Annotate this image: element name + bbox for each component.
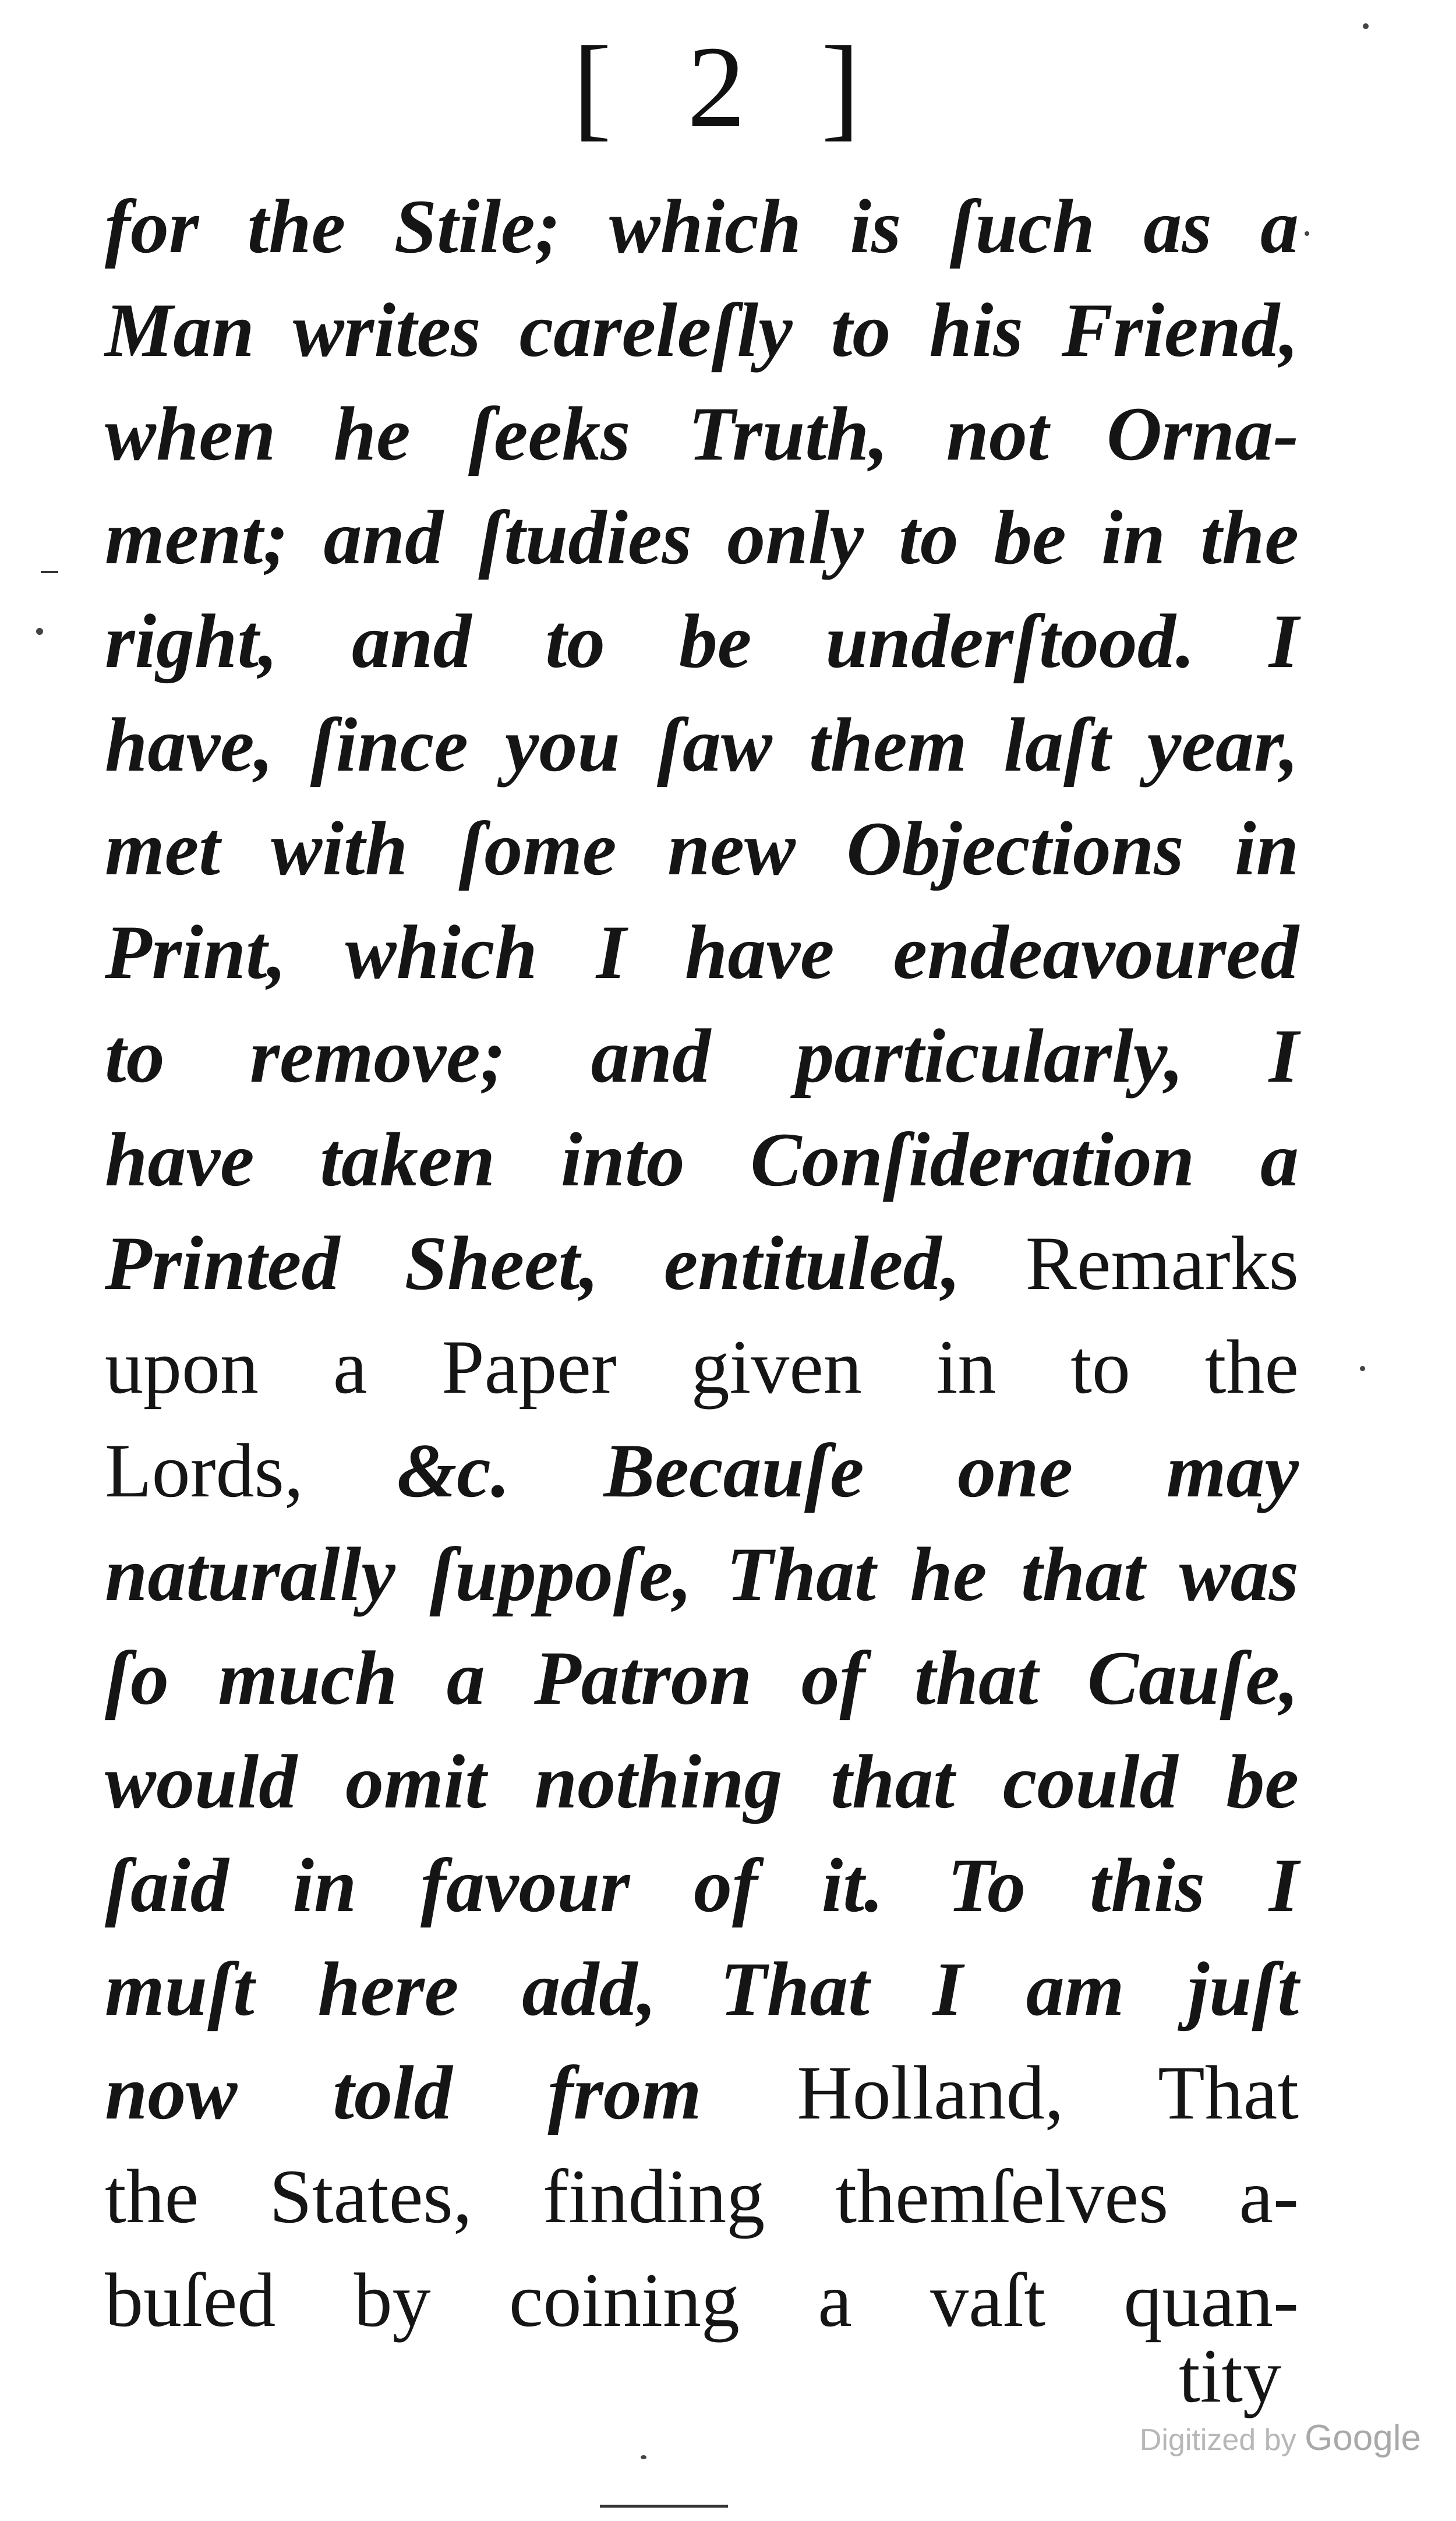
digitized-watermark (1140, 2417, 1421, 2459)
scan-speck (36, 628, 43, 635)
text-segment: ſo much a Patron of that Cauſe, (105, 1635, 1299, 1721)
text-line (105, 1626, 1299, 1730)
text-line (105, 278, 1299, 382)
text-line (105, 2248, 1299, 2352)
text-segment: now told from (105, 2050, 797, 2135)
text-segment: for the Stile; which is ſuch as a (105, 183, 1299, 269)
text-line (105, 2041, 1299, 2145)
text-segment: to remove; and particularly, I (105, 1013, 1299, 1099)
text-segment: Remarks (1025, 1220, 1299, 1306)
text-segment: &c. Becauſe one may (397, 1428, 1299, 1513)
text-segment: Man writes careleſly to his Friend, (105, 287, 1299, 373)
scan-mark (41, 571, 58, 573)
text-segment: muſt here add, That I am juſt (105, 1946, 1299, 2032)
text-segment: have taken into Conſideration a (105, 1117, 1299, 1202)
text-segment: Print, which I have endeavoured (105, 909, 1299, 995)
text-line (105, 1212, 1299, 1315)
text-segment: Lords, (105, 1428, 397, 1513)
text-segment: the States, finding themſelves a- (105, 2153, 1299, 2239)
text-line (105, 1315, 1299, 1419)
watermark-brand: Google (1305, 2418, 1421, 2458)
text-segment: ment; and ſtudies only to be in the (105, 495, 1299, 580)
text-line (105, 901, 1299, 1004)
scan-speck (1305, 231, 1309, 236)
text-segment: ſaid in favour of it. To this I (105, 1842, 1299, 1928)
body-text (105, 175, 1299, 2352)
text-segment: right, and to be underſtood. I (105, 598, 1299, 684)
text-segment: when he ſeeks Truth, not Orna- (105, 391, 1299, 476)
text-line (105, 693, 1299, 797)
text-line (105, 1730, 1299, 1834)
page-number: [ 2 ] (572, 23, 884, 151)
watermark-prefix: Digitized by (1139, 2423, 1296, 2457)
text-line (105, 1419, 1299, 1523)
scan-mark (600, 2505, 728, 2508)
scan-speck (1360, 1366, 1365, 1371)
text-segment: naturally ſuppoſe, That he that was (105, 1531, 1299, 1617)
text-segment: would omit nothing that could be (105, 1739, 1299, 1824)
text-line (105, 589, 1299, 693)
text-segment: Holland, That (797, 2050, 1299, 2135)
text-segment: Printed Sheet, entituled, (105, 1220, 1026, 1306)
text-segment: upon a Paper given in to the (105, 1324, 1299, 1410)
text-segment: buſed by coining a vaſt quan- (105, 2257, 1299, 2343)
text-line (105, 486, 1299, 589)
text-line (105, 1523, 1299, 1626)
text-segment: have, ſince you ſaw them laſt year, (105, 702, 1299, 788)
text-segment: met with ſome new Objections in (105, 806, 1299, 891)
text-line (105, 1834, 1299, 1937)
text-line (105, 797, 1299, 901)
text-line (105, 382, 1299, 486)
scan-speck (1363, 23, 1369, 29)
text-line (105, 1108, 1299, 1212)
scan-speck (641, 2455, 646, 2459)
text-line (105, 175, 1299, 278)
text-line (105, 1004, 1299, 1108)
text-line (105, 2145, 1299, 2248)
text-line (105, 1937, 1299, 2041)
catchword: tity (1178, 2333, 1281, 2418)
